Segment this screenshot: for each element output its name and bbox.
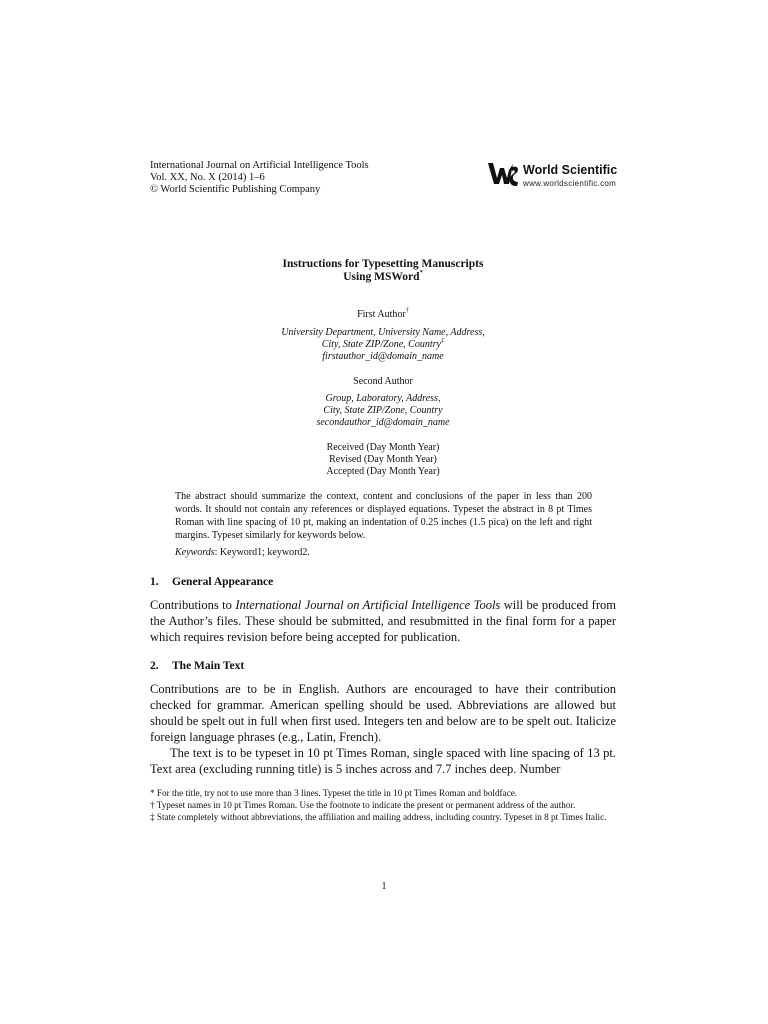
affiliation-line: City, State ZIP/Zone, Country bbox=[323, 405, 443, 416]
footnotes bbox=[150, 787, 616, 823]
text-run: Contributions to bbox=[150, 598, 236, 612]
publisher-url: www.worldscientific.com bbox=[523, 179, 617, 188]
keywords bbox=[175, 546, 592, 559]
keywords-label: Keywords bbox=[175, 547, 215, 558]
second-author-affiliation bbox=[150, 393, 616, 429]
footnote-author bbox=[150, 799, 616, 811]
section-2-heading bbox=[150, 659, 244, 673]
footnote-mark: † bbox=[150, 800, 155, 810]
title-line-2: Using MSWord* bbox=[343, 269, 423, 283]
first-author-affiliation bbox=[150, 327, 616, 363]
second-author-email: secondauthor_id@domain_name bbox=[316, 417, 450, 428]
paragraph-1: Contributions are to be in English. Authors are encouraged to have their contribution checked for grammar. American spelling should be used. Abbreviations are allowed but should be spelt out in full when first used. Integers ten and below are to be spelt out. Italicize foreign language phrases (e.g., Latin, French). bbox=[150, 682, 616, 744]
footnote-affiliation bbox=[150, 811, 616, 823]
section-1-paragraph bbox=[150, 597, 616, 645]
journal-info bbox=[150, 160, 369, 196]
page-number: 1 bbox=[381, 881, 387, 892]
received-date: Received (Day Month Year) bbox=[326, 442, 440, 453]
second-author: Second Author bbox=[353, 376, 413, 387]
first-author-name: First Author bbox=[357, 309, 406, 320]
revised-date: Revised (Day Month Year) bbox=[329, 454, 437, 465]
title-line-1: Instructions for Typesetting Manuscripts bbox=[282, 258, 484, 270]
keywords-text: : Keyword1; keyword2. bbox=[214, 547, 310, 558]
abstract: The abstract should summarize the context, content and conclusions of the paper in less than 200 words. It should not contain any references or displayed equations. Typeset the abstract in 8 pt Times Roman with line spacing of 10 pt, making an indentation of 0.25 inches (1.5 pica) on the left and right margins. Typeset similarly for keywords below. bbox=[175, 491, 592, 541]
section-title: The Main Text bbox=[172, 660, 245, 672]
footnote-mark: * bbox=[150, 788, 155, 798]
section-1-heading bbox=[150, 575, 273, 589]
paragraph-2: The text is to be typeset in 10 pt Times Roman, single spaced with line spacing of 13 pt. Text area (excluding running title) is 5 inches across and 7.7 inches deep. Number bbox=[150, 746, 616, 776]
world-scientific-logo-icon bbox=[487, 160, 521, 188]
first-author bbox=[150, 309, 616, 321]
publisher-name: World Scientific bbox=[523, 163, 618, 177]
section-2-paragraph bbox=[150, 681, 616, 777]
paper-title bbox=[150, 258, 616, 284]
footnote-text: Typeset names in 10 pt Times Roman. Use the footnote to indicate the present or permanent address of the author. bbox=[154, 800, 576, 810]
first-author-mark: † bbox=[405, 307, 409, 314]
first-author-email: firstauthor_id@domain_name bbox=[322, 351, 444, 362]
text-run: will be produced from the Author’s files. These should be submitted, and resubmitted in the final form for a paper which requires revision before being accepted for publication. bbox=[150, 598, 616, 644]
affiliation-line: University Department, University Name, Address, bbox=[281, 327, 485, 338]
section-title: General Appearance bbox=[172, 576, 274, 588]
affiliation-line: Group, Laboratory, Address, bbox=[325, 393, 441, 404]
journal-copyright: © World Scientific Publishing Company bbox=[150, 184, 321, 195]
footnote-title bbox=[150, 787, 616, 799]
title-footnote-mark: * bbox=[419, 269, 423, 276]
section-number: 1. bbox=[150, 576, 159, 588]
publisher-logo bbox=[487, 160, 622, 190]
footnote-mark: ‡ bbox=[150, 812, 155, 822]
affiliation-line: City, State ZIP/Zone, Country‡ bbox=[321, 337, 445, 350]
submission-dates bbox=[150, 442, 616, 478]
section-number: 2. bbox=[150, 660, 159, 672]
footnote-text: State completely without abbreviations, the affiliation and mailing address, including country. Typeset in 8 pt Times Italic. bbox=[154, 812, 607, 822]
journal-name: International Journal on Artificial Intelligence Tools bbox=[150, 160, 369, 171]
journal-name-italic: International Journal on Artificial Intelligence Tools bbox=[235, 598, 501, 612]
accepted-date: Accepted (Day Month Year) bbox=[326, 466, 440, 477]
affiliation-mark: ‡ bbox=[440, 337, 445, 344]
journal-volume: Vol. XX, No. X (2014) 1–6 bbox=[150, 172, 265, 183]
footnote-text: For the title, try not to use more than 3 lines. Typeset the title in 10 pt Times Roman and boldface. bbox=[154, 788, 518, 798]
